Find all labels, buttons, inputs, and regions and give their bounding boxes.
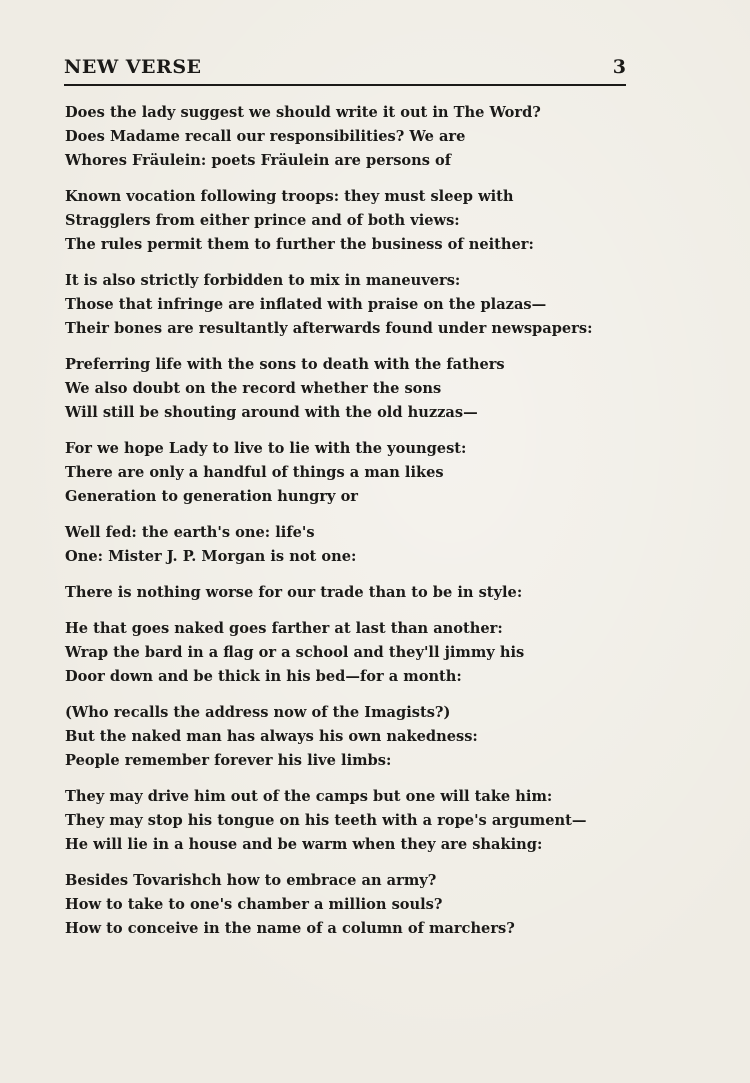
stanza bbox=[65, 353, 665, 425]
verse-line: Besides Tovarishch how to embrace an army? bbox=[65, 872, 437, 889]
verse-line: Well fed: the earth's one: life's bbox=[65, 524, 315, 541]
stanza bbox=[65, 701, 665, 773]
stanza bbox=[65, 521, 665, 569]
verse-line: They may drive him out of the camps but one will take him: bbox=[65, 788, 553, 805]
stanza bbox=[65, 185, 665, 257]
verse-line: He that goes naked goes farther at last than another: bbox=[65, 620, 503, 637]
verse-line: People remember forever his live limbs: bbox=[65, 752, 392, 769]
stanza bbox=[65, 437, 665, 509]
verse-line: Door down and be thick in his bed—for a month: bbox=[65, 668, 462, 685]
poem-body bbox=[65, 101, 665, 953]
verse-line: Stragglers from either prince and of both views: bbox=[65, 212, 460, 229]
verse-line: Does the lady suggest we should write it out in The Word? bbox=[65, 104, 541, 121]
verse-line: Wrap the bard in a flag or a school and they'll jimmy his bbox=[65, 644, 525, 661]
verse-line: There are only a handful of things a man likes bbox=[65, 464, 444, 481]
journal-title: NEW VERSE bbox=[64, 56, 202, 78]
verse-line: Does Madame recall our responsibilities? We are bbox=[65, 128, 466, 145]
verse-line: But the naked man has always his own nakedness: bbox=[65, 728, 478, 745]
verse-line: How to conceive in the name of a column of marchers? bbox=[65, 920, 515, 937]
verse-line: (Who recalls the address now of the Imagists?) bbox=[65, 704, 451, 721]
stanza bbox=[65, 101, 665, 173]
verse-line: How to take to one's chamber a million souls? bbox=[65, 896, 443, 913]
page-number: 3 bbox=[612, 56, 626, 78]
stanza bbox=[65, 269, 665, 341]
verse-line: Generation to generation hungry or bbox=[65, 488, 359, 505]
verse-line: One: Mister J. P. Morgan is not one: bbox=[65, 548, 357, 565]
verse-line: Will still be shouting around with the old huzzas— bbox=[65, 404, 478, 421]
stanza bbox=[65, 869, 665, 941]
verse-line: Whores Fräulein: poets Fräulein are persons of bbox=[65, 152, 452, 169]
stanza bbox=[65, 785, 665, 857]
verse-line: Their bones are resultantly afterwards found under newspapers: bbox=[65, 320, 593, 337]
verse-line: They may stop his tongue on his teeth with a rope's argument— bbox=[65, 812, 587, 829]
stanza bbox=[65, 617, 665, 689]
verse-line: There is nothing worse for our trade than to be in style: bbox=[65, 584, 523, 601]
running-header bbox=[64, 56, 626, 86]
verse-line: We also doubt on the record whether the sons bbox=[65, 380, 442, 397]
stanza bbox=[65, 581, 665, 605]
verse-line: He will lie in a house and be warm when they are shaking: bbox=[65, 836, 543, 853]
verse-line: For we hope Lady to live to lie with the youngest: bbox=[65, 440, 467, 457]
verse-line: Preferring life with the sons to death with the fathers bbox=[65, 356, 505, 373]
verse-line: The rules permit them to further the business of neither: bbox=[65, 236, 534, 253]
verse-line: Those that infringe are inflated with praise on the plazas— bbox=[65, 296, 547, 313]
verse-line: Known vocation following troops: they must sleep with bbox=[65, 188, 514, 205]
verse-line: It is also strictly forbidden to mix in maneuvers: bbox=[65, 272, 461, 289]
